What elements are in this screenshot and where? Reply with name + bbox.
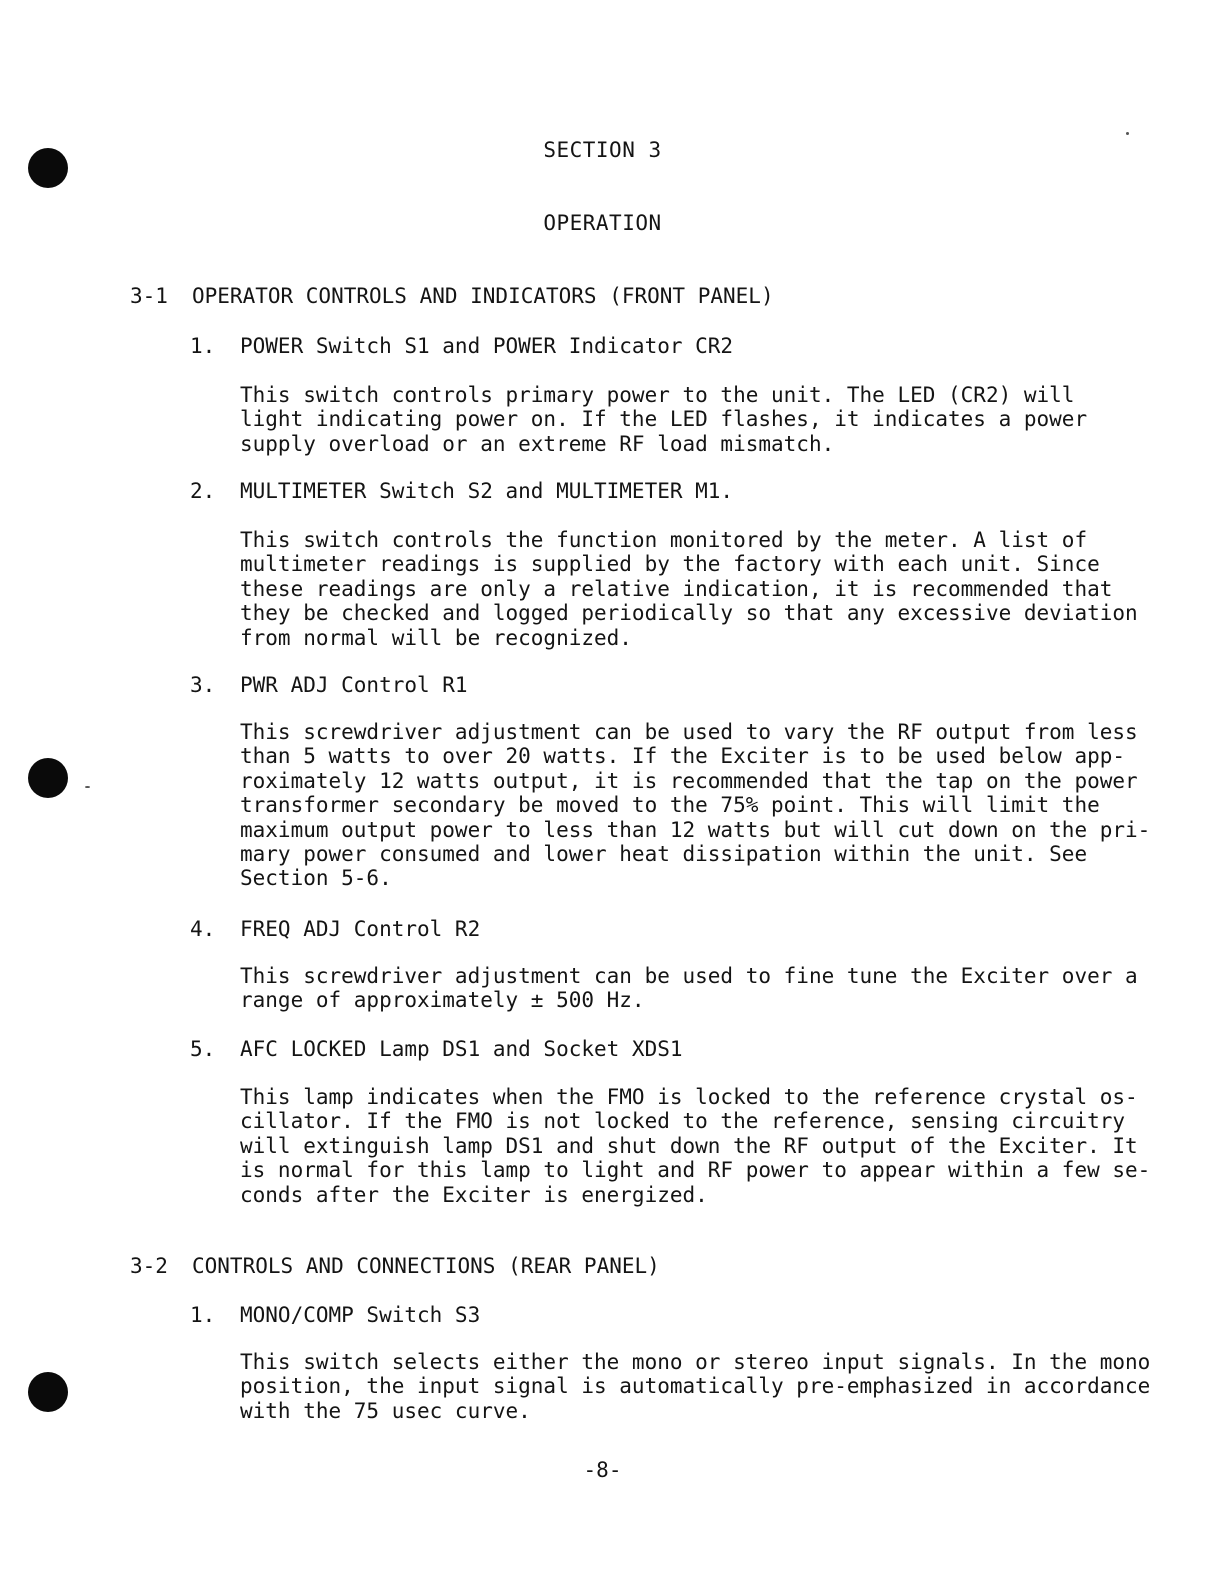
paragraph-line: This switch controls primary power to the unit. The LED (CR2) will (240, 383, 1075, 407)
paragraph-line: with the 75 usec curve. (240, 1398, 531, 1423)
item-paragraph (240, 1350, 1151, 1423)
section-3-2-heading (130, 1254, 660, 1278)
paragraph-line: roximately 12 watts output, it is recommended that the tap on the power (240, 768, 1138, 793)
item-heading (190, 1037, 683, 1061)
section-number: 3-1 (130, 284, 168, 308)
paragraph-line: conds after the Exciter is energized. (240, 1182, 708, 1207)
paragraph-line: supply overload or an extreme RF load mismatch. (240, 431, 835, 456)
paragraph-line: mary power consumed and lower heat dissipation within the unit. See (240, 842, 1088, 867)
paragraph-line: is normal for this lamp to light and RF power to appear within a few se- (240, 1158, 1151, 1183)
paragraph-line: multimeter readings is supplied by the factory with each unit. Since (240, 552, 1100, 577)
paragraph-line: This lamp indicates when the FMO is locked to the reference crystal os- (240, 1085, 1138, 1109)
paragraph-line: maximum output power to less than 12 watts but will cut down on the pri- (240, 817, 1151, 842)
item-title: POWER Switch S1 and POWER Indicator CR2 (240, 334, 734, 358)
item-paragraph (240, 383, 1120, 456)
item-number: 5. (190, 1037, 216, 1061)
item-title: MONO/COMP Switch S3 (240, 1303, 481, 1327)
paragraph-line: will extinguish lamp DS1 and shut down the RF output of the Exciter. It (240, 1133, 1138, 1158)
item-heading (190, 479, 733, 503)
item-title: AFC LOCKED Lamp DS1 and Socket XDS1 (240, 1037, 683, 1061)
item-number: 4. (190, 917, 216, 941)
item-number: 1. (190, 334, 216, 358)
paragraph-line: This switch controls the function monitored by the meter. A list of (240, 528, 1088, 552)
paragraph-line: than 5 watts to over 20 watts. If the Exciter is to be used below app- (240, 744, 1126, 769)
paragraph-line: This screwdriver adjustment can be used to fine tune the Exciter over a (240, 964, 1138, 988)
paragraph-line: This switch selects either the mono or stereo input signals. In the mono (240, 1350, 1151, 1374)
section-heading: SECTION 3 (543, 138, 662, 162)
paragraph-line: they be checked and logged periodically so that any excessive deviation (240, 601, 1138, 626)
item-heading (190, 334, 733, 358)
item-paragraph (240, 720, 1151, 891)
paragraph-line: from normal will be recognized. (240, 625, 632, 650)
item-paragraph (240, 964, 1138, 1013)
page-number: -8- (583, 1458, 622, 1482)
item-heading (190, 917, 480, 941)
item-title: FREQ ADJ Control R2 (240, 917, 481, 941)
item-number: 2. (190, 479, 216, 503)
scan-speck (85, 786, 90, 788)
paragraph-line: This screwdriver adjustment can be used to vary the RF output from less (240, 720, 1138, 744)
section-title: CONTROLS AND CONNECTIONS (REAR PANEL) (192, 1254, 660, 1278)
item-heading (190, 1303, 480, 1327)
scan-speck (1126, 132, 1129, 135)
punch-hole-bottom (28, 1372, 68, 1412)
paragraph-line: transformer secondary be moved to the 75% point. This will limit the (240, 793, 1100, 818)
paragraph-line: Section 5-6. (240, 866, 392, 891)
item-paragraph (240, 528, 1138, 650)
page-title: OPERATION (543, 211, 662, 235)
section-3-1-heading (130, 284, 774, 308)
item-number: 1. (190, 1303, 216, 1327)
paragraph-line: light indicating power on. If the LED flashes, it indicates a power (240, 407, 1088, 432)
section-title: OPERATOR CONTROLS AND INDICATORS (FRONT PANEL) (192, 284, 774, 308)
paragraph-line: these readings are only a relative indication, it is recommended that (240, 576, 1113, 601)
paragraph-line: cillator. If the FMO is not locked to the reference, sensing circuitry (240, 1109, 1126, 1134)
paragraph-line: range of approximately ± 500 Hz. (240, 988, 645, 1013)
section-number: 3-2 (130, 1254, 168, 1278)
item-title: PWR ADJ Control R1 (240, 673, 468, 697)
item-heading (190, 673, 468, 697)
punch-hole-middle (28, 758, 68, 798)
item-paragraph (240, 1085, 1151, 1207)
item-title: MULTIMETER Switch S2 and MULTIMETER M1. (240, 479, 734, 503)
item-number: 3. (190, 673, 216, 697)
paragraph-line: position, the input signal is automatically pre-emphasized in accordance (240, 1374, 1151, 1399)
